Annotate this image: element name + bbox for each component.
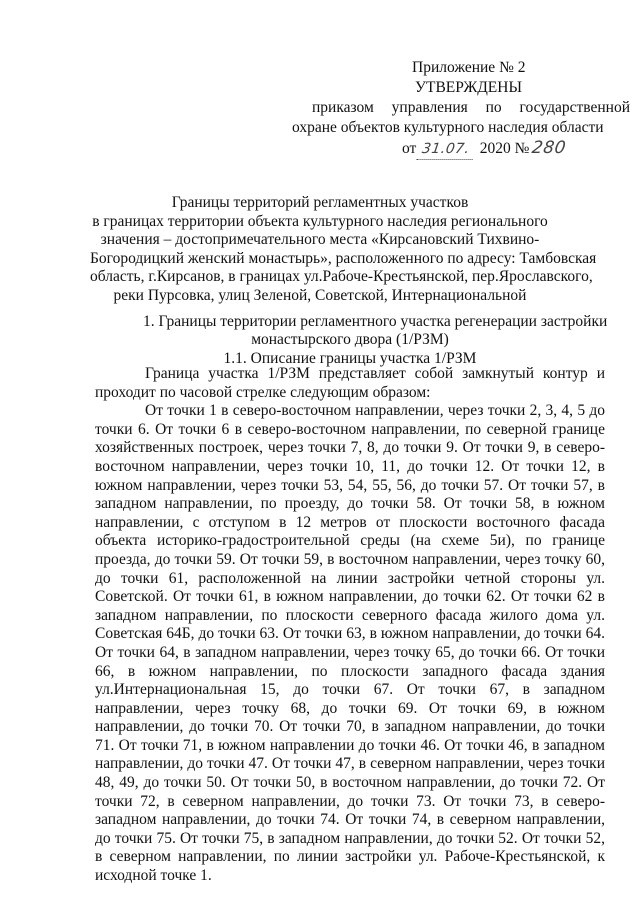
- order-word: приказом: [312, 99, 374, 116]
- section-heading-line-2: монастырского двора (1/РЗМ): [251, 331, 449, 348]
- handwritten-date: 31.07.: [417, 139, 475, 160]
- order-word: государственной: [519, 99, 630, 116]
- title-line: Богородицкий женский монастырь», расположенного по адресу: Тамбовская: [90, 249, 597, 267]
- appendix-number: Приложение № 2: [412, 59, 526, 76]
- date-prefix: от: [402, 140, 417, 157]
- title-line: Границы территорий регламентных участков: [171, 194, 469, 211]
- document-body: [95, 365, 605, 886]
- document-title: [90, 194, 597, 305]
- approved-label: УТВЕРЖДЕНЫ: [415, 79, 522, 96]
- handwritten-order-number: 280: [531, 138, 568, 158]
- order-line-2: охране объектов культурного наследия области: [292, 119, 604, 136]
- order-year: 2020: [479, 140, 511, 157]
- title-line: область, г.Кирсанов, в границах ул.Рабоче-Крестьянской, пер.Ярославского,: [90, 268, 593, 285]
- intro-paragraph: Граница участка 1/РЗМ представляет собой замкнутый контур и проходит по часовой стрелке следующим образом:: [95, 365, 605, 401]
- order-date-line: [290, 138, 630, 160]
- title-line: значения – достопримечательного места «Кирсановский Тихвино-: [100, 231, 540, 248]
- approval-block: [290, 58, 630, 160]
- number-sign: №: [514, 140, 530, 157]
- title-line: реки Пурсовка, улиц Зеленой, Советской, Интернациональной: [113, 286, 527, 304]
- order-word: управления: [391, 99, 468, 116]
- order-word: по: [485, 99, 502, 116]
- subsection-heading: 1.1. Описание границы участка 1/РЗМ: [223, 350, 477, 367]
- boundary-description-paragraph: От точки 1 в северо-восточном направлении, через точки 2, 3, 4, 5 до точки 6. От точки 6 в северо-восточном направлении, по северной границе хозяйственных построек, через точки 7, 8, до точки 9. От точки 9, в северо-восточном направлении, через точки 10, 11, до точки 12. От точки 12, в южном направлении, через точки 53, 54, 55, 56, до точки 57. От точки 57, в западном направлении, по проезду, до точки 58. От точки 58, в южном направлении, с отступом в 12 метров от плоскости восточного фасада объекта историко-градостроительной среды (на схеме 5и), по границе проезда, до точки 59. От точки 59, в восточном направлении, через точку 60, до точки 61, расположенной на линии застройки четной стороны ул. Советской. От точки 61, в южном направлении, до точки 62. От точки 62 в западном направлении, по плоскости северного фасада жилого дома ул. Советская 64Б, до точки 63. От точки 63, в южном направлении, до точки 64. От точки 64, в западном направлении, через точку 65, до точки 66. От точки 66, в южном направлении, по плоскости западного фасада здания ул.Интернациональная 15, до точки 67. От точки 67, в западном направлении, через точку 68, до точки 69. От точки 69, в южном направлении, до точки 70. От точки 70, в западном направлении, до точки 71. От точки 71, в южном направлении до точки 46. От точки 46, в западном направлении, до точки 47. От точки 47, в северном направлении, через точки 48, 49, до точки 50. От точки 50, в восточном направлении, до точки 72. От точки 72, в северном направлении, до точки 73. От точки 73, в северо-западном направлении, до точки 74. От точки 74, в северном направлении, до точки 75. От точки 75, в западном направлении, до точки 52. От точки 52, в северном направлении, по линии застройки ул. Рабоче-Крестьянской, к исходной точке 1.: [95, 402, 605, 885]
- order-line-1: [290, 98, 630, 118]
- section-heading-line-1: 1. Границы территории регламентного участка регенерации застройки: [143, 313, 608, 330]
- title-line: в границах территории объекта культурного наследия регионального: [92, 212, 548, 230]
